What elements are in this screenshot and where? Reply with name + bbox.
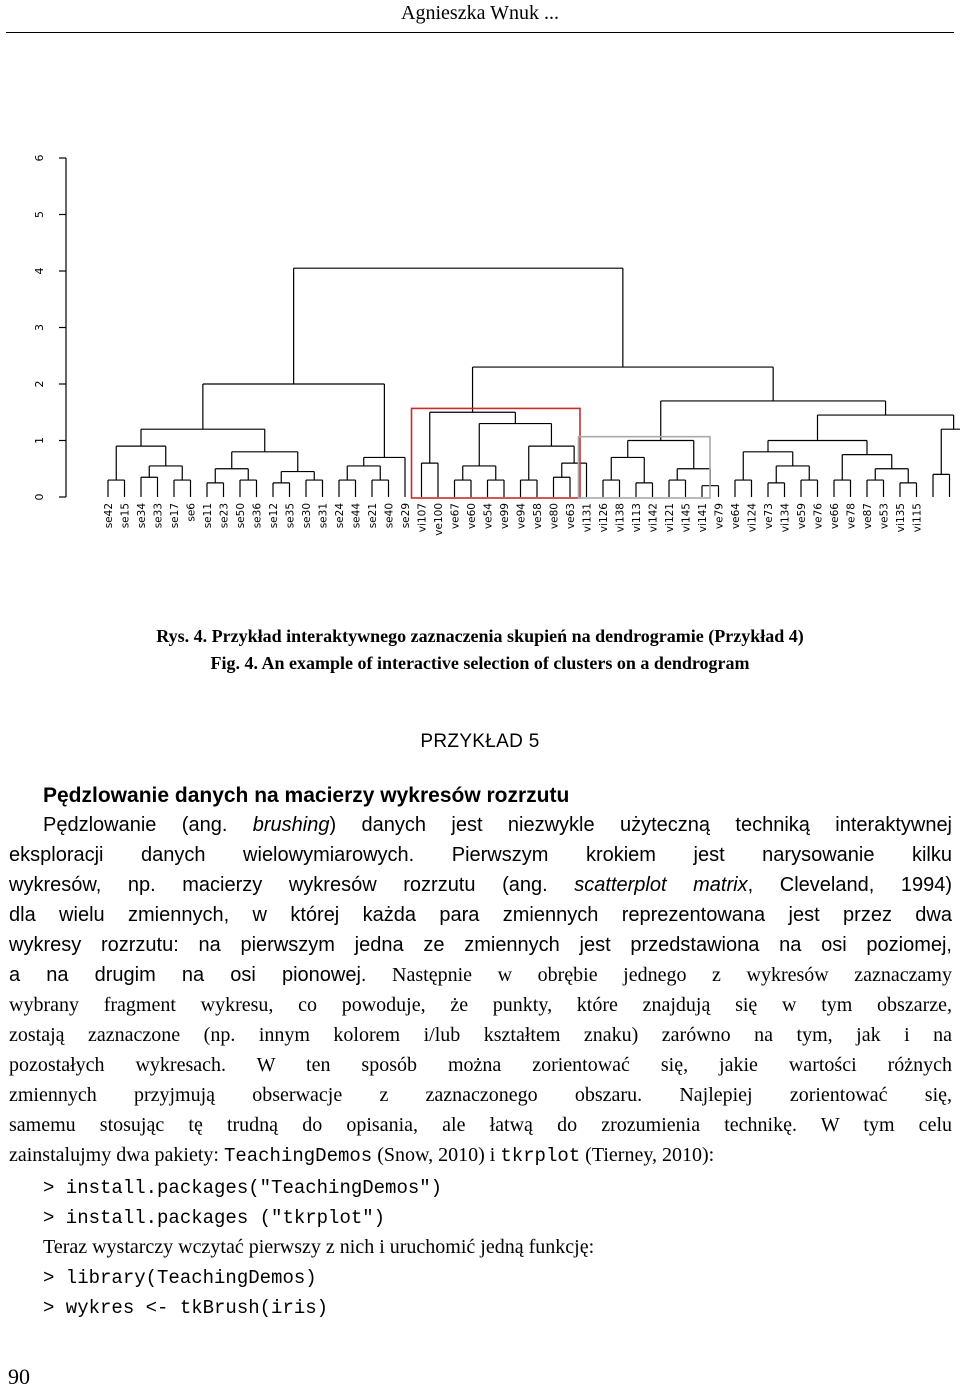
leaf-label: se34 <box>136 503 148 529</box>
leaf-label: ve64 <box>730 503 742 530</box>
body-line-9: pozostałych wykresach. W ten sposób można zorientować się, jakie wartości różnych <box>9 1054 952 1076</box>
y-tick-label: 1 <box>33 437 46 444</box>
leaf-label: ve58 <box>532 503 544 530</box>
leaf-label: se12 <box>268 503 280 529</box>
leaf-label: ve76 <box>812 503 825 530</box>
figure-caption-pl: Rys. 4. Przykład interaktywnego zaznaczenia skupień na dendrogramie (Przykład 4) <box>156 626 804 646</box>
leaf-label: vi142 <box>647 503 660 533</box>
section-label: PRZYKŁAD 5 <box>420 731 540 752</box>
leaf-label: vi138 <box>614 503 627 533</box>
y-axis <box>33 155 66 501</box>
dendrogram-tree <box>108 268 960 497</box>
leaf-label: ve80 <box>548 503 561 530</box>
leaf-label: ve67 <box>449 503 462 530</box>
y-tick-label: 6 <box>33 154 46 162</box>
header-rule <box>6 32 954 33</box>
leaf-label: ve79 <box>713 503 726 530</box>
leaf-label: ve63 <box>565 503 577 530</box>
running-head: Agnieszka Wnuk ... <box>401 2 559 24</box>
y-tick-label: 3 <box>33 324 46 331</box>
leaf-label: ve78 <box>845 503 858 530</box>
body-line-4: dla wielu zmiennych, w której każda para zmiennych reprezentowana jest przez dwa <box>9 904 952 926</box>
leaf-label: se15 <box>119 503 132 529</box>
leaf-label: se17 <box>169 503 181 529</box>
y-tick-label: 5 <box>33 211 46 218</box>
y-tick-label: 0 <box>33 493 46 501</box>
leaf-label: se44 <box>350 503 363 529</box>
cluster-selection-boxes <box>412 408 711 498</box>
leaf-label: se42 <box>103 503 115 529</box>
code-tkbrush: > wykres <- tkBrush(iris) <box>43 1297 329 1319</box>
body-line-7: wybrany fragment wykresu, co powoduje, że punkty, które znajdują się w tym obszarze, <box>9 994 952 1016</box>
leaf-label: vi124 <box>746 503 759 533</box>
body-line-2: eksploracji danych wielowymiarowych. Pierwszym krokiem jest narysowanie kilku <box>9 844 952 866</box>
leaf-label: se23 <box>218 503 231 529</box>
leaf-label: se31 <box>317 503 330 529</box>
body-line-10: zmiennych przyjmują obserwacje z zaznaczonego obszaru. Najlepiej zorientować się, <box>9 1084 952 1106</box>
section-title: Pędzlowanie danych na macierzy wykresów rozrzutu <box>43 784 570 807</box>
leaf-label: vi145 <box>680 503 693 533</box>
leaf-label: vi134 <box>779 503 792 533</box>
leaf-label: vi121 <box>664 503 676 533</box>
body-line-3: wykresów, np. macierzy wykresów rozrzutu (ang. scatterplot matrix, Cleveland, 1994) <box>9 874 953 896</box>
leaf-label: ve99 <box>499 503 511 530</box>
leaf-label: vi131 <box>581 503 594 533</box>
leaf-label: ve60 <box>466 503 478 530</box>
leaf-labels <box>103 503 924 536</box>
leaf-label: vi113 <box>631 503 643 533</box>
body-line-6: a na drugim na osi pionowej. Następnie w obrębie jednego z wykresów zaznaczamy <box>9 964 952 986</box>
leaf-label: vi115 <box>911 503 924 533</box>
instruction-text: Teraz wystarczy wczytać pierwszy z nich i uruchomić jedną funkcję: <box>43 1236 595 1258</box>
leaf-label: ve66 <box>829 503 841 530</box>
leaf-label: se24 <box>334 503 346 529</box>
body-line-5: wykresy rozrzutu: na pierwszym jedna ze zmiennych jest przedstawiona na osi poziomej, <box>9 934 952 956</box>
code-library: > library(TeachingDemos) <box>43 1267 317 1289</box>
leaf-label: ve53 <box>878 503 891 530</box>
leaf-label: se29 <box>400 503 412 529</box>
leaf-label: ve73 <box>763 503 775 530</box>
leaf-label: ve100 <box>433 503 445 536</box>
body-line-8: zostają zaznaczone (np. innym kolorem i/lub kształtem znaku) zarówno na tym, jak i na <box>9 1024 952 1046</box>
leaf-label: se35 <box>284 503 297 529</box>
page-number: 90 <box>8 1364 30 1389</box>
leaf-label: se6 <box>185 503 198 522</box>
leaf-label: ve59 <box>796 503 808 530</box>
body-line-11: samemu stosując tę trudną do opisania, ale łatwą do zrozumienia technikę. W tym celu <box>9 1114 952 1136</box>
leaf-label: se33 <box>152 503 165 529</box>
leaf-label: vi126 <box>598 503 610 533</box>
leaf-label: vi107 <box>416 503 429 533</box>
leaf-label: se36 <box>251 503 264 529</box>
leaf-label: se50 <box>235 503 247 529</box>
figure-caption-en: Fig. 4. An example of interactive selection of clusters on a dendrogram <box>210 653 750 673</box>
leaf-label: vi141 <box>697 503 709 533</box>
leaf-label: se21 <box>367 503 379 529</box>
body-paragraph <box>9 810 952 1170</box>
code-install-teachingdemos: > install.packages("TeachingDemos") <box>43 1177 443 1199</box>
leaf-label: ve54 <box>482 503 495 530</box>
dendrogram-figure <box>0 130 960 560</box>
y-tick-label: 2 <box>33 380 46 388</box>
leaf-label: se11 <box>202 503 214 529</box>
code-install-tkrplot: > install.packages ("tkrplot") <box>43 1207 386 1229</box>
y-tick-label: 4 <box>33 267 46 275</box>
body-line-12: zainstalujmy dwa pakiety: TeachingDemos (Snow, 2010) i tkrplot (Tierney, 2010): <box>9 1144 715 1167</box>
leaf-label: se40 <box>383 503 396 529</box>
body-line-1: Pędzlowanie (ang. brushing) danych jest niezwykle użyteczną techniką interaktywnej <box>43 814 953 836</box>
red-cluster-box <box>412 408 581 498</box>
leaf-label: vi135 <box>895 503 907 533</box>
leaf-label: se30 <box>301 503 313 529</box>
leaf-label: ve87 <box>862 503 874 530</box>
leaf-label: ve94 <box>515 503 528 530</box>
